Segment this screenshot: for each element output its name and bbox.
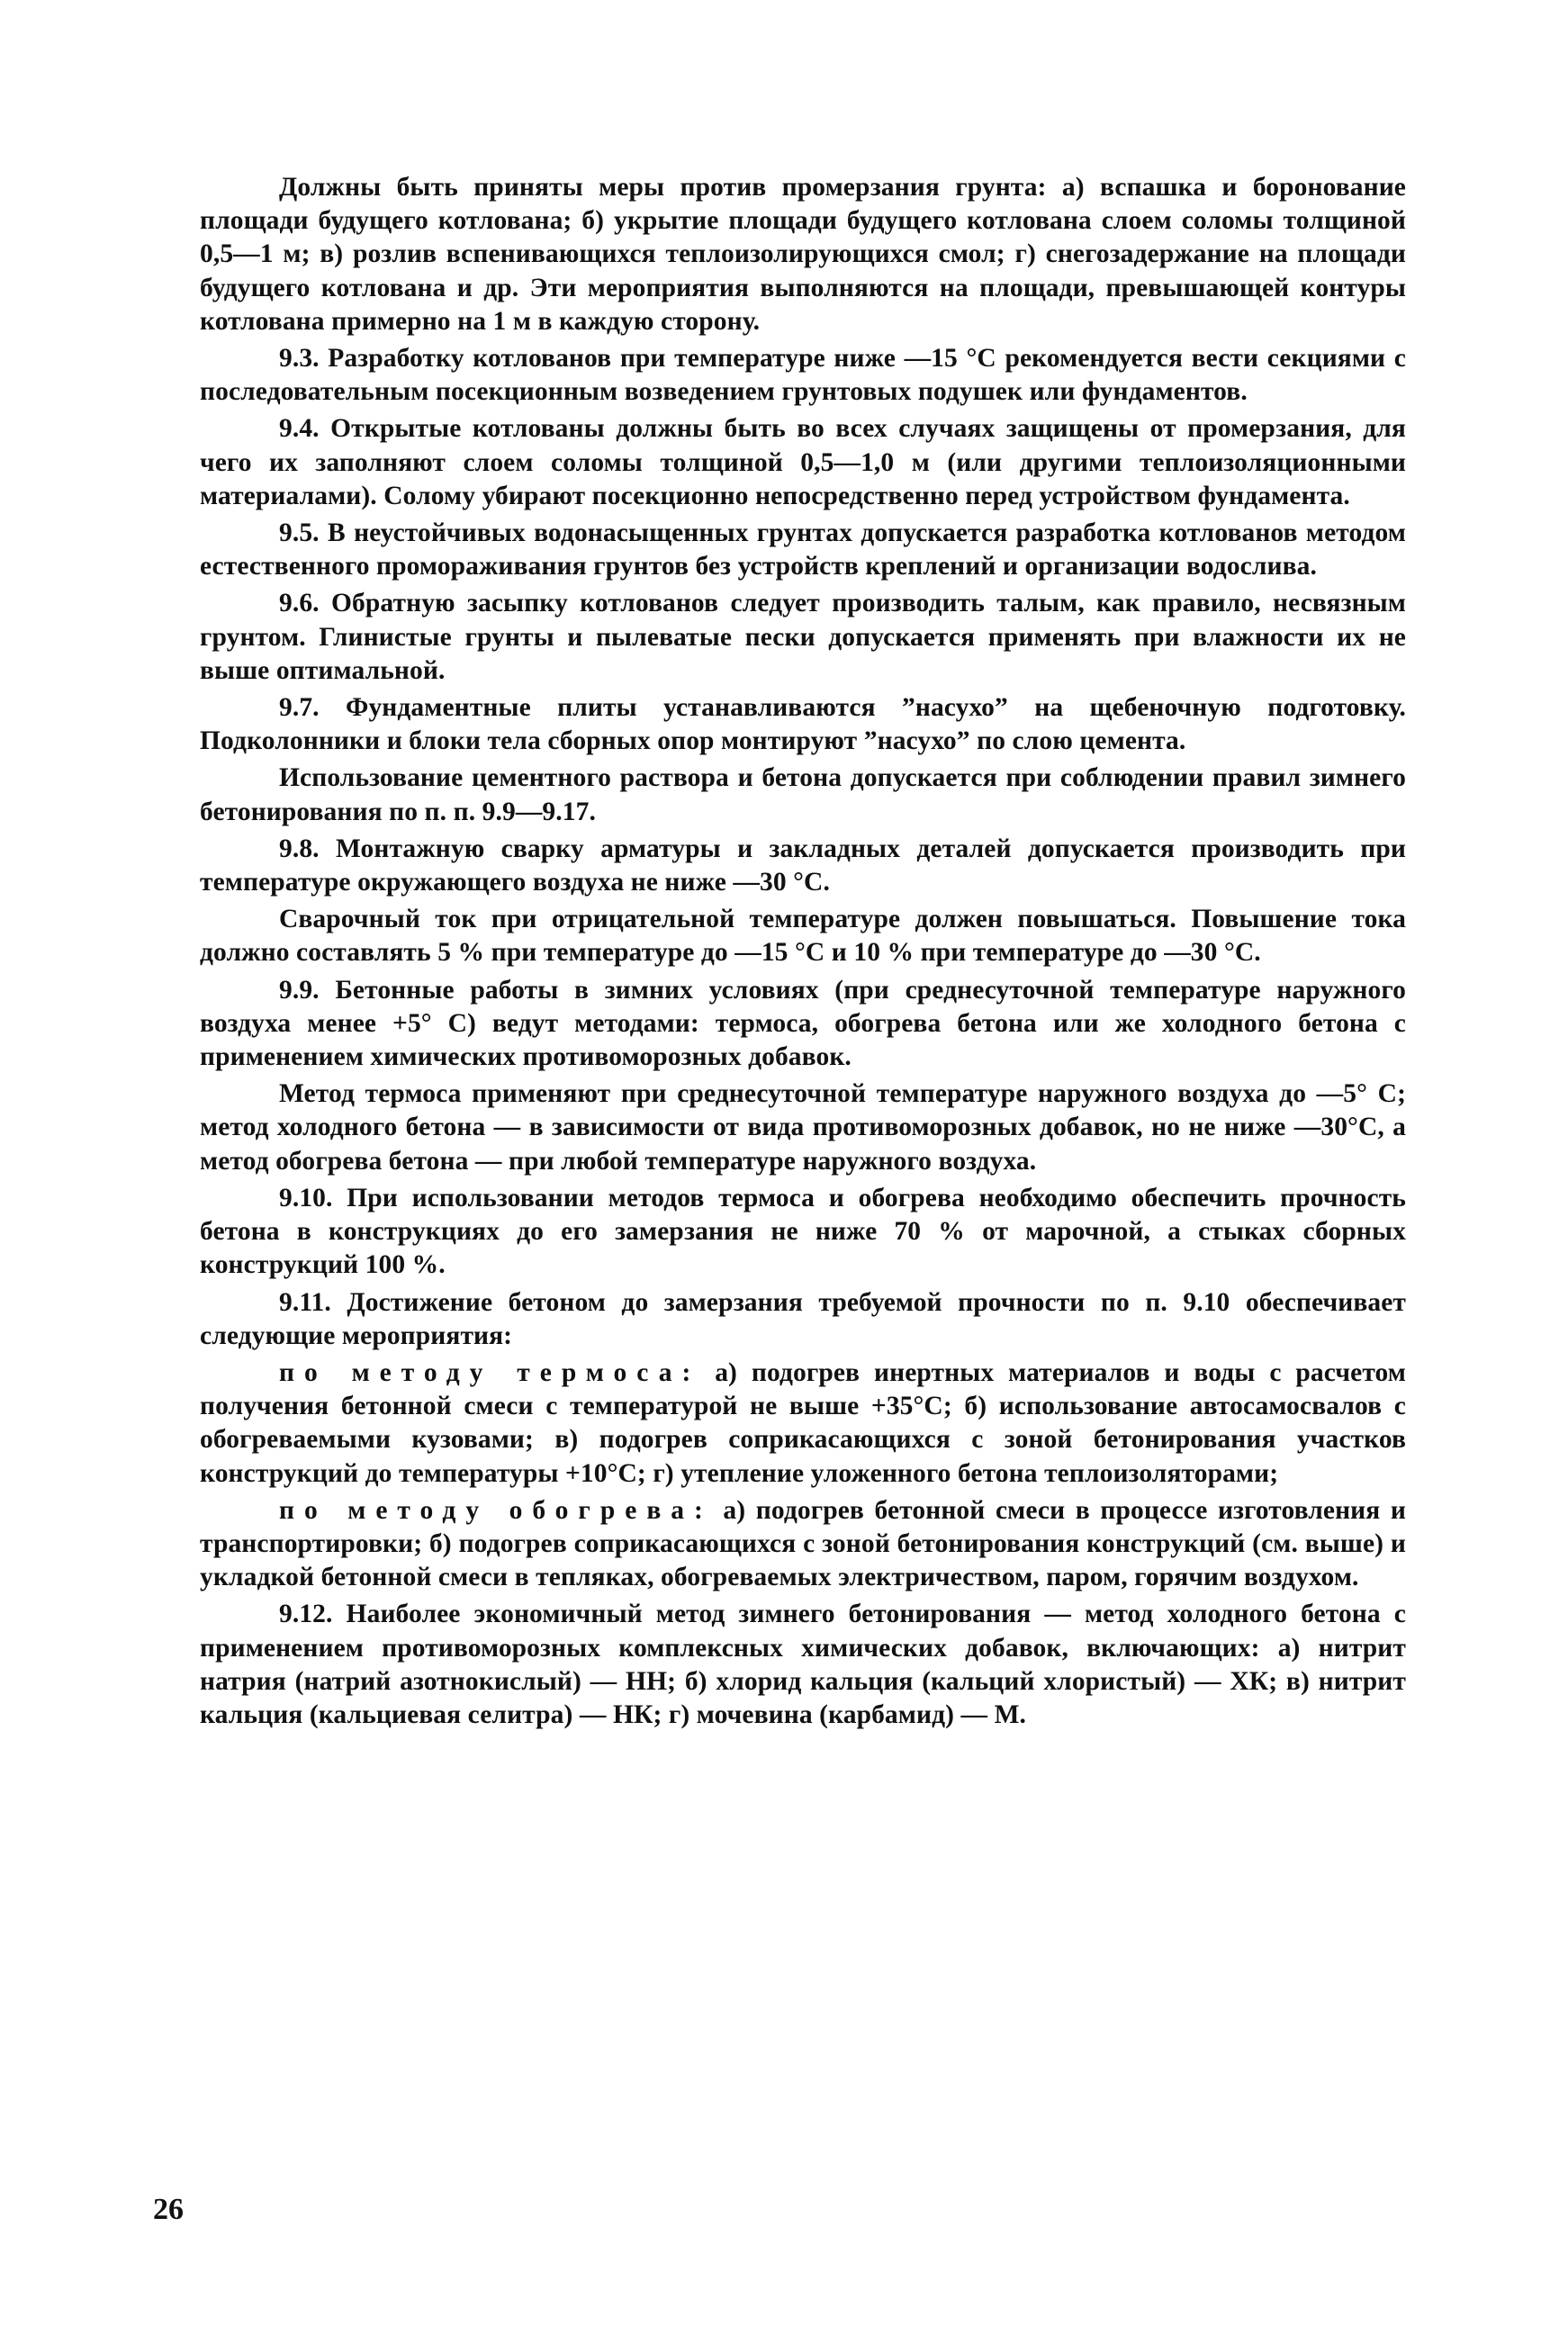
paragraph-9-11: 9.11. Достижение бетоном до замерзания требуемой прочности по п. 9.10 обеспечивает следующие мероприятия:: [200, 1287, 1406, 1350]
paragraph-thermos-method: Метод термоса применяют при среднесуточной температуре наружного воздуха до —5° С; метод холодного бетона — в зависимости от вида противоморозных добавок, но не ниже —30°С, а метод обогрева бетона — при любой температуре наружного воздуха.: [200, 1079, 1406, 1176]
thermos-steps-text: а) подогрев инертных материалов и воды с расчетом получения бетонной смеси с температурой не выше +35°С; б) использование автосамосвалов с обогреваемыми кузовами; в) подогрев соприкасающихся с зоной бетонирования участков конструкций до температуры +10°С; г) утепление уложенного бетона теплоизоляторами;: [200, 1357, 1406, 1488]
paragraph-9-10: 9.10. При использовании методов термоса и обогрева необходимо обеспечить прочность бетона в конструкциях до его замерзания не ниже 70 % от марочной, а стыках сборных конструкций 100 %.: [200, 1183, 1406, 1280]
paragraph-welding-current: Сварочный ток при отрицательной температуре должен повышаться. Повышение тока должно составлять 5 % при температуре до —15 °С и 10 % при температуре до —30 °С.: [200, 905, 1406, 968]
paragraph-9-5: 9.5. В неустойчивых водонасыщенных грунтах допускается разработка котлованов методом естественного промораживания грунтов без устройств креплений и организации водослива.: [200, 518, 1406, 581]
body-text: [200, 171, 1406, 1735]
paragraph-9-12: 9.12. Наиболее экономичный метод зимнего бетонирования — метод холодного бетона с применением противоморозных комплексных химических добавок, включающих: а) нитрит натрия (натрий азотнокислый) — НН; б) хлорид кальция (кальций хлористый) — ХК; в) нитрит кальция (кальциевая селитра) — НК; г) мочевина (карбамид) — М.: [200, 1600, 1406, 1729]
paragraph-9-4: 9.4. Открытые котлованы должны быть во всех случаях защищены от промерзания, для чего их заполняют слоем соломы толщиной 0,5—1,0 м (или другими теплоизоляционными материалами). Солому убирают посекционно непосредственно перед устройством фундамента.: [200, 414, 1406, 510]
paragraph-frost-measures: Должны быть приняты меры против промерзания грунта: а) вспашка и боронование площади будущего котлована; б) укрытие площади будущего котлована слоем соломы толщиной 0,5—1 м; в) розлив вспенивающихся теплоизолирующихся смол; г) снегозадержание на площади будущего котлована и др. Эти мероприятия выполняются на площади, превышающей контуры котлована примерно на 1 м в каждую сторону.: [200, 173, 1406, 336]
paragraph-9-6: 9.6. Обратную засыпку котлованов следует производить талым, как правило, несвязным грунтом. Глинистые грунты и пылеватые пески допускается применять при влажности их не выше оптимальной.: [200, 589, 1406, 685]
spaced-heading-heating: по методу обогрева:: [279, 1495, 713, 1525]
paragraph-9-3: 9.3. Разработку котлованов при температуре ниже —15 °С рекомендуется вести секциями с последовательным посекционным возведением грунтовых подушек или фундаментов.: [200, 344, 1406, 407]
paragraph-heating-steps: [200, 1494, 1406, 1595]
paragraph-9-9: 9.9. Бетонные работы в зимних условиях (при среднесуточной температуре наружного воздуха менее +5° С) ведут методами: термоса, обогрева бетона или же холодного бетона с применением химических противоморозных добавок.: [200, 975, 1406, 1072]
heating-steps-text: а) подогрев бетонной смеси в процессе изготовления и транспортировки; б) подогрев соприкасающихся с зоной бетонирования конструкций (см. выше) и укладкой бетонной смеси в тепляках, обогреваемых электричеством, паром, горячим воздухом.: [200, 1495, 1406, 1592]
paragraph-cement-usage: Использование цементного раствора и бетона допускается при соблюдении правил зимнего бетонирования по п. п. 9.9—9.17.: [200, 763, 1406, 826]
paragraph-9-8: 9.8. Монтажную сварку арматуры и закладных деталей допускается производить при температуре окружающего воздуха не ниже —30 °С.: [200, 834, 1406, 897]
page-number: 26: [153, 2193, 184, 2226]
paragraph-thermos-steps: [200, 1357, 1406, 1491]
spaced-heading-thermos: по методу термоса:: [279, 1357, 701, 1387]
paragraph-9-7: 9.7. Фундаментные плиты устанавливаются ”насухо” на щебеночную подготовку. Подколонники и блоки тела сборных опор монтируют ”насухо” по слою цемента.: [200, 693, 1406, 756]
